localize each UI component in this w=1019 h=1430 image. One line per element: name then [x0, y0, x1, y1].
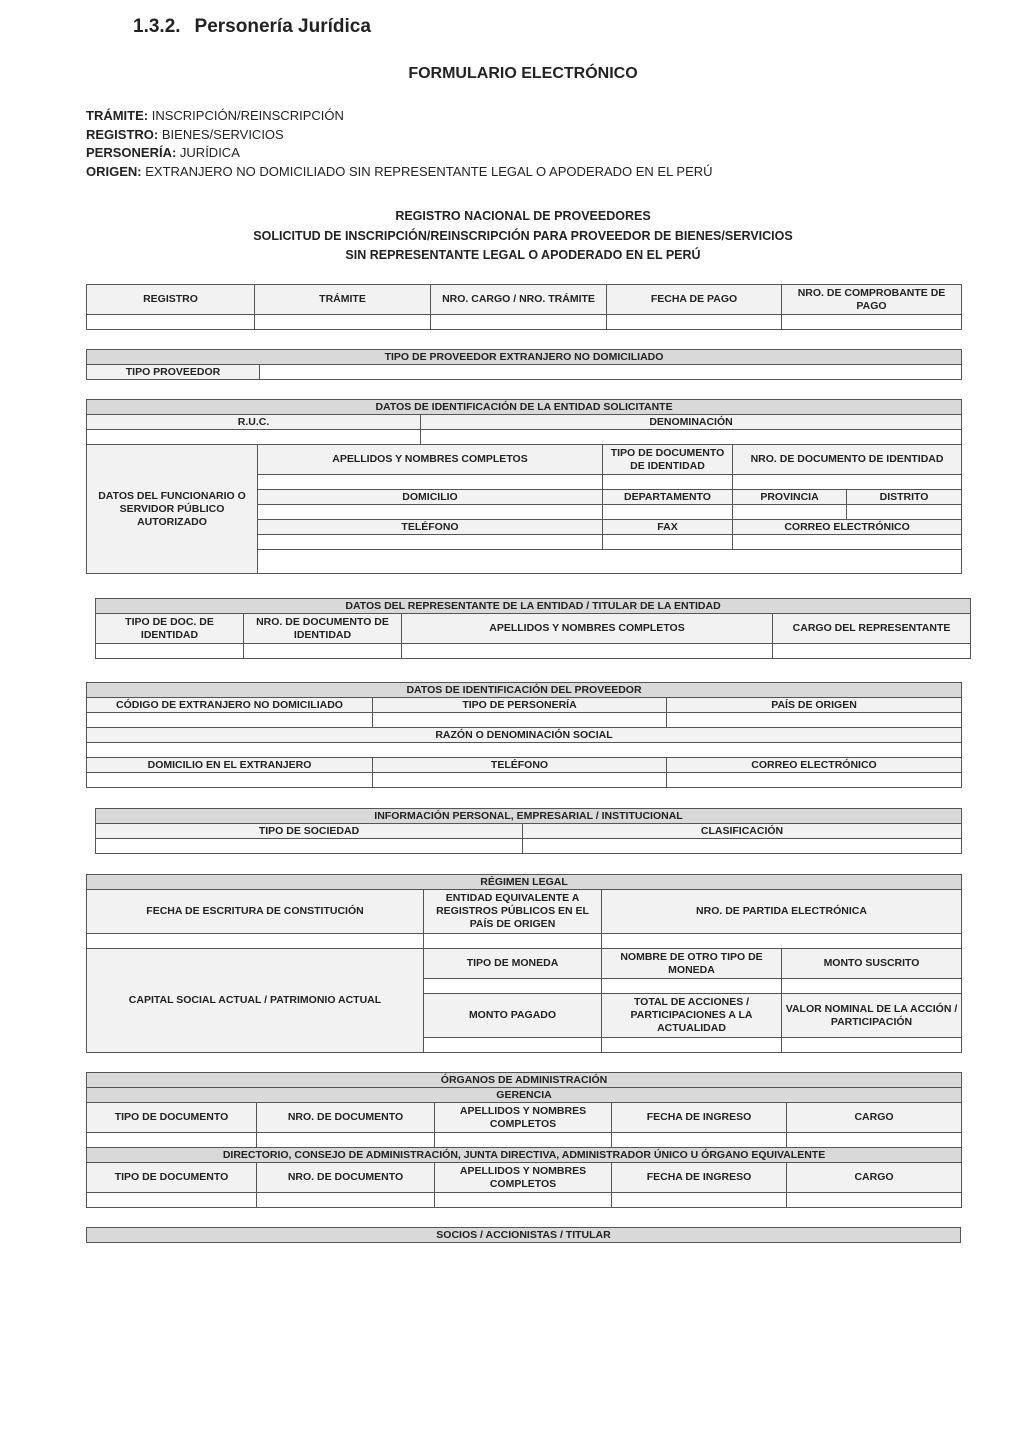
tipo-doc-field[interactable] [603, 475, 733, 490]
entidad-equivalente-label: ENTIDAD EQUIVALENTE A REGISTROS PÚBLICOS EN EL PAÍS DE ORIGEN [424, 890, 602, 934]
col-registro: REGISTRO [87, 285, 255, 315]
capital-social-label: CAPITAL SOCIAL ACTUAL / PATRIMONIO ACTUAL [87, 949, 424, 1053]
procedure-meta [86, 107, 713, 182]
section-title: Personería Jurídica [194, 16, 371, 37]
correo-label: CORREO ELECTRÓNICO [733, 520, 962, 535]
prov-correo-label: CORREO ELECTRÓNICO [667, 758, 962, 773]
otro-moneda-label: NOMBRE DE OTRO TIPO DE MONEDA [602, 949, 782, 979]
requesting-entity-table [86, 399, 962, 574]
total-acciones-label: TOTAL DE ACCIONES / PARTICIPACIONES A LA ACTUALIDAD [602, 994, 782, 1038]
provincia-label: PROVINCIA [733, 490, 847, 505]
entidad-equivalente-field[interactable] [424, 934, 602, 949]
tipo-sociedad-label: TIPO DE SOCIEDAD [96, 824, 523, 839]
meta-tramite: TRÁMITE: INSCRIPCIÓN/REINSCRIPCIÓN [86, 108, 344, 123]
codigo-extranjero-field[interactable] [87, 713, 373, 728]
tipo-proveedor-label: TIPO PROVEEDOR [87, 365, 260, 380]
ruc-field[interactable] [87, 430, 421, 445]
registro-field[interactable] [87, 315, 255, 330]
registry-title-1: REGISTRO NACIONAL DE PROVEEDORES [395, 209, 651, 223]
section-heading [133, 16, 371, 38]
col-nro-cargo: NRO. CARGO / NRO. TRÁMITE [431, 285, 607, 315]
apellidos-label: APELLIDOS Y NOMBRES COMPLETOS [258, 445, 603, 475]
monto-suscrito-label: MONTO SUSCRITO [782, 949, 962, 979]
provincia-field[interactable] [733, 505, 847, 520]
dir-tipo-doc-label: TIPO DE DOCUMENTO [87, 1163, 257, 1193]
domicilio-label: DOMICILIO [258, 490, 603, 505]
ger-apellidos-field[interactable] [435, 1133, 612, 1148]
nro-doc-field[interactable] [733, 475, 962, 490]
gerencia-title: GERENCIA [87, 1088, 962, 1103]
denominacion-label: DENOMINACIÓN [421, 415, 962, 430]
distrito-field[interactable] [847, 505, 962, 520]
telefono-field[interactable] [258, 535, 603, 550]
administration-table [86, 1072, 962, 1208]
fecha-escritura-label: FECHA DE ESCRITURA DE CONSTITUCIÓN [87, 890, 424, 934]
dir-nro-doc-field[interactable] [257, 1193, 435, 1208]
rep-cargo-label: CARGO DEL REPRESENTANTE [773, 614, 971, 644]
denominacion-field[interactable] [421, 430, 962, 445]
ger-cargo-label: CARGO [787, 1103, 962, 1133]
prov-telefono-label: TELÉFONO [373, 758, 667, 773]
otro-moneda-field[interactable] [602, 979, 782, 994]
col-tramite: TRÁMITE [255, 285, 431, 315]
rep-nro-doc-field[interactable] [244, 644, 402, 659]
distrito-label: DISTRITO [847, 490, 962, 505]
tipo-sociedad-field[interactable] [96, 839, 523, 854]
ger-nro-doc-field[interactable] [257, 1133, 435, 1148]
pais-origen-label: PAÍS DE ORIGEN [667, 698, 962, 713]
rep-nro-doc-label: NRO. DE DOCUMENTO DE IDENTIDAD [244, 614, 402, 644]
rep-cargo-field[interactable] [773, 644, 971, 659]
telefono-label: TELÉFONO [258, 520, 603, 535]
partida-field[interactable] [602, 934, 962, 949]
provider-identification-table [86, 682, 962, 788]
departamento-label: DEPARTAMENTO [603, 490, 733, 505]
ruc-label: R.U.C. [87, 415, 421, 430]
section-title-representative: DATOS DEL REPRESENTANTE DE LA ENTIDAD / TITULAR DE LA ENTIDAD [96, 599, 971, 614]
domicilio-extranjero-field[interactable] [87, 773, 373, 788]
form-title: FORMULARIO ELECTRÓNICO [408, 65, 638, 82]
departamento-field[interactable] [603, 505, 733, 520]
col-fecha-pago: FECHA DE PAGO [607, 285, 782, 315]
fax-label: FAX [603, 520, 733, 535]
extra-field[interactable] [258, 550, 962, 574]
shareholders-table [86, 1227, 961, 1243]
fecha-pago-field[interactable] [607, 315, 782, 330]
nro-doc-label: NRO. DE DOCUMENTO DE IDENTIDAD [733, 445, 962, 475]
section-title-administration: ÓRGANOS DE ADMINISTRACIÓN [87, 1073, 962, 1088]
ger-fecha-ingreso-label: FECHA DE INGRESO [612, 1103, 787, 1133]
domicilio-extranjero-label: DOMICILIO EN EL EXTRANJERO [87, 758, 373, 773]
rep-tipo-doc-field[interactable] [96, 644, 244, 659]
funcionario-label: DATOS DEL FUNCIONARIO O SERVIDOR PÚBLICO AUTORIZADO [87, 445, 258, 574]
valor-nominal-label: VALOR NOMINAL DE LA ACCIÓN / PARTICIPACIÓN [782, 994, 962, 1038]
tipo-moneda-field[interactable] [424, 979, 602, 994]
apellidos-field[interactable] [258, 475, 603, 490]
directorio-title: DIRECTORIO, CONSEJO DE ADMINISTRACIÓN, JUNTA DIRECTIVA, ADMINISTRADOR ÚNICO U ÓRGANO EQUIVALENTE [87, 1148, 962, 1163]
ger-tipo-doc-label: TIPO DE DOCUMENTO [87, 1103, 257, 1133]
section-title-shareholders: SOCIOS / ACCIONISTAS / TITULAR [87, 1228, 961, 1243]
fecha-escritura-field[interactable] [87, 934, 424, 949]
dir-nro-doc-label: NRO. DE DOCUMENTO [257, 1163, 435, 1193]
dir-tipo-doc-field[interactable] [87, 1193, 257, 1208]
dir-cargo-field[interactable] [787, 1193, 962, 1208]
clasificacion-label: CLASIFICACIÓN [523, 824, 962, 839]
ger-tipo-doc-field[interactable] [87, 1133, 257, 1148]
section-title-provider-type: TIPO DE PROVEEDOR EXTRANJERO NO DOMICILIADO [87, 350, 962, 365]
tipo-doc-label: TIPO DE DOCUMENTO DE IDENTIDAD [603, 445, 733, 475]
clasificacion-field[interactable] [523, 839, 962, 854]
fax-field[interactable] [603, 535, 733, 550]
meta-origen: ORIGEN: EXTRANJERO NO DOMICILIADO SIN REPRESENTANTE LEGAL O APODERADO EN EL PERÚ [86, 164, 713, 180]
tipo-proveedor-field[interactable] [260, 365, 962, 380]
provider-type-table [86, 349, 962, 380]
domicilio-field[interactable] [258, 505, 603, 520]
dir-fecha-ingreso-field[interactable] [612, 1193, 787, 1208]
pais-origen-field[interactable] [667, 713, 962, 728]
tramite-field[interactable] [255, 315, 431, 330]
ger-cargo-field[interactable] [787, 1133, 962, 1148]
registry-title-2: SOLICITUD DE INSCRIPCIÓN/REINSCRIPCIÓN PARA PROVEEDOR DE BIENES/SERVICIOS [253, 228, 793, 243]
nro-cargo-field[interactable] [431, 315, 607, 330]
partida-label: NRO. DE PARTIDA ELECTRÓNICA [602, 890, 962, 934]
section-title-legal-regime: RÉGIMEN LEGAL [87, 875, 962, 890]
representative-table [95, 598, 971, 659]
prov-telefono-field[interactable] [373, 773, 667, 788]
razon-social-label: RAZÓN O DENOMINACIÓN SOCIAL [87, 728, 962, 743]
legal-regime-table [86, 874, 962, 1053]
dir-cargo-label: CARGO [787, 1163, 962, 1193]
meta-registro: REGISTRO: BIENES/SERVICIOS [86, 126, 284, 142]
monto-pagado-label: MONTO PAGADO [424, 994, 602, 1038]
monto-suscrito-field[interactable] [782, 979, 962, 994]
valor-nominal-field[interactable] [782, 1038, 962, 1053]
monto-pagado-field[interactable] [424, 1038, 602, 1053]
dir-apellidos-field[interactable] [435, 1193, 612, 1208]
section-title-provider: DATOS DE IDENTIFICACIÓN DEL PROVEEDOR [87, 683, 962, 698]
section-title-requesting-entity: DATOS DE IDENTIFICACIÓN DE LA ENTIDAD SOLICITANTE [87, 400, 962, 415]
tipo-personeria-field[interactable] [373, 713, 667, 728]
ger-fecha-ingreso-field[interactable] [612, 1133, 787, 1148]
business-info-table [95, 808, 962, 854]
rep-apellidos-label: APELLIDOS Y NOMBRES COMPLETOS [402, 614, 773, 644]
section-title-business-info: INFORMACIÓN PERSONAL, EMPRESARIAL / INSTITUCIONAL [96, 809, 962, 824]
section-number: 1.3.2. [133, 16, 181, 37]
codigo-extranjero-label: CÓDIGO DE EXTRANJERO NO DOMICILIADO [87, 698, 373, 713]
ger-nro-doc-label: NRO. DE DOCUMENTO [257, 1103, 435, 1133]
rep-tipo-doc-label: TIPO DE DOC. DE IDENTIDAD [96, 614, 244, 644]
registry-titles [0, 207, 1019, 266]
tipo-moneda-label: TIPO DE MONEDA [424, 949, 602, 979]
meta-personeria: PERSONERÍA: JURÍDICA [86, 145, 240, 161]
col-comprobante: NRO. DE COMPROBANTE DE PAGO [782, 285, 962, 315]
rep-apellidos-field[interactable] [402, 644, 773, 659]
comprobante-field[interactable] [782, 315, 962, 330]
total-acciones-field[interactable] [602, 1038, 782, 1053]
tipo-personeria-label: TIPO DE PERSONERÍA [373, 698, 667, 713]
correo-field[interactable] [733, 535, 962, 550]
prov-correo-field[interactable] [667, 773, 962, 788]
registration-table [86, 284, 962, 330]
dir-apellidos-label: APELLIDOS Y NOMBRES COMPLETOS [435, 1163, 612, 1193]
ger-apellidos-label: APELLIDOS Y NOMBRES COMPLETOS [435, 1103, 612, 1133]
dir-fecha-ingreso-label: FECHA DE INGRESO [612, 1163, 787, 1193]
razon-social-field[interactable] [87, 743, 962, 758]
registry-title-3: SIN REPRESENTANTE LEGAL O APODERADO EN EL PERÚ [345, 248, 701, 262]
